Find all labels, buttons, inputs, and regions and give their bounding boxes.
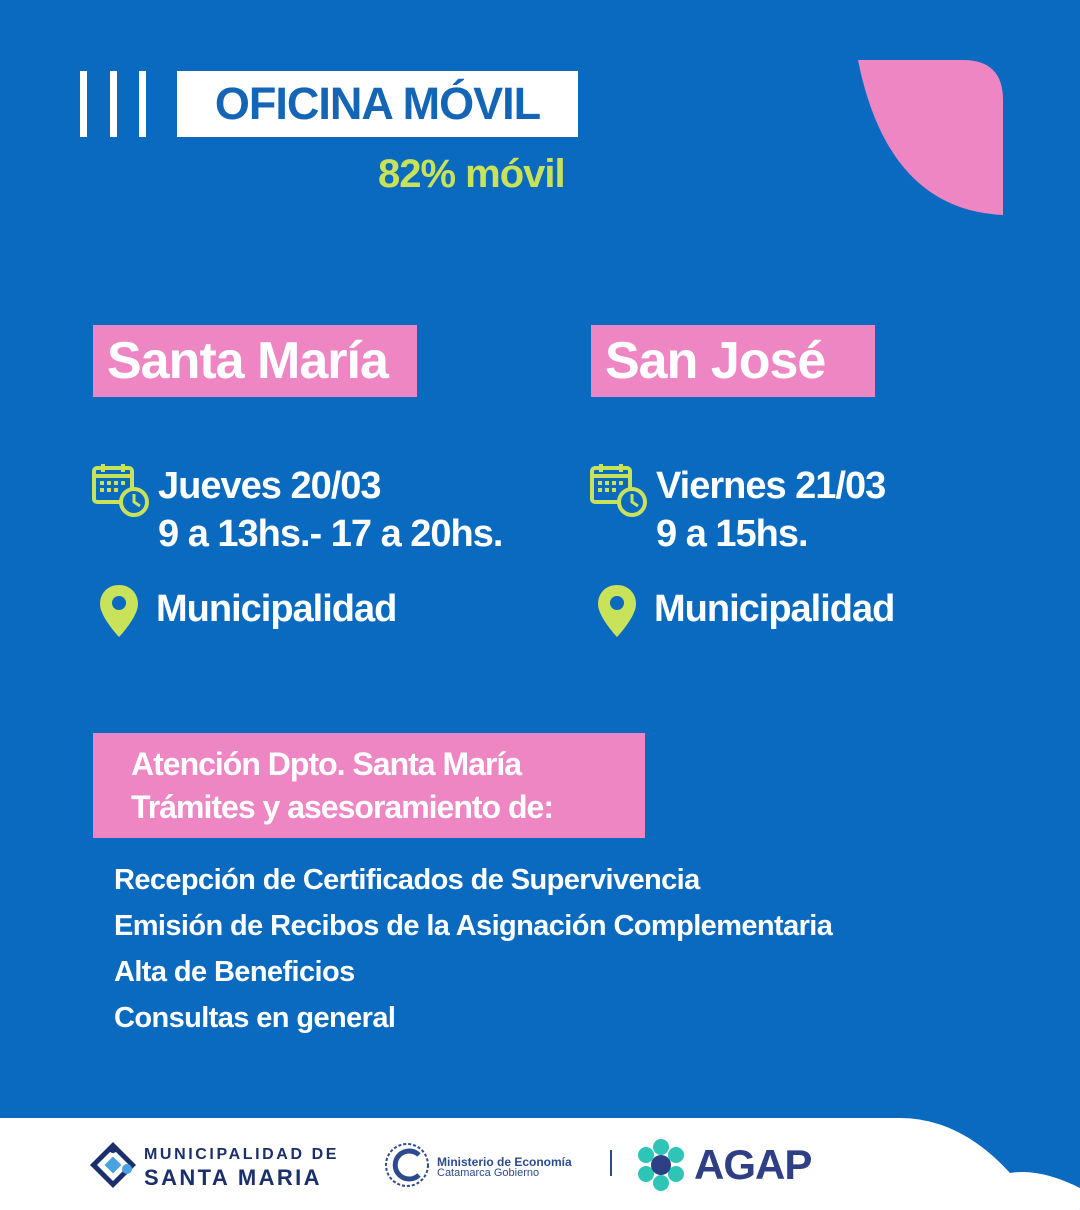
ministry-logo [383, 1141, 431, 1189]
date-hours: 9 a 13hs.- 17 a 20hs. [158, 513, 503, 555]
date-day: Jueves 20/03 [158, 465, 381, 507]
location-pin-icon [98, 583, 140, 639]
info-line-1: Atención Dpto. Santa María [131, 746, 522, 782]
subtitle: 82% móvil [378, 152, 565, 196]
municipality-logo [88, 1140, 138, 1190]
service-item: Consultas en general [114, 1002, 396, 1034]
service-item: Emisión de Recibos de la Asignación Complementaria [114, 910, 833, 942]
ministry-name: Ministerio de Economía [437, 1155, 572, 1169]
info-line-2: Trámites y asesoramiento de: [131, 789, 553, 825]
agap-wordmark: AGAP [694, 1141, 812, 1188]
service-list [114, 857, 832, 1041]
pink-corner-shape [858, 60, 1003, 215]
agap-logo [634, 1138, 688, 1192]
date-santa-maria [158, 462, 502, 558]
date-hours: 9 a 15hs. [656, 513, 808, 555]
location-label-san-jose: San José [591, 325, 875, 397]
service-item: Recepción de Certificados de Supervivencia [114, 864, 700, 896]
ministry-subtitle: Catamarca Gobierno [437, 1167, 540, 1179]
page-title: OFICINA MÓVIL [214, 78, 541, 129]
calendar-clock-icon [91, 462, 151, 518]
location-pin-icon [596, 583, 638, 639]
header-decoration-bars [80, 71, 150, 137]
municipality-name-line-2: SANTA MARIA [144, 1165, 322, 1190]
title-box [177, 71, 578, 137]
date-san-jose [656, 462, 885, 558]
municipality-name-line-1: MUNICIPALIDAD DE [144, 1146, 340, 1163]
place-san-jose: Municipalidad [654, 588, 895, 630]
footer-divider [610, 1150, 612, 1176]
date-day: Viernes 21/03 [656, 465, 886, 507]
place-santa-maria: Municipalidad [156, 588, 397, 630]
location-label-santa-maria: Santa María [93, 325, 417, 397]
info-box [93, 733, 645, 838]
service-item: Alta de Beneficios [114, 956, 355, 988]
calendar-clock-icon [589, 462, 649, 518]
